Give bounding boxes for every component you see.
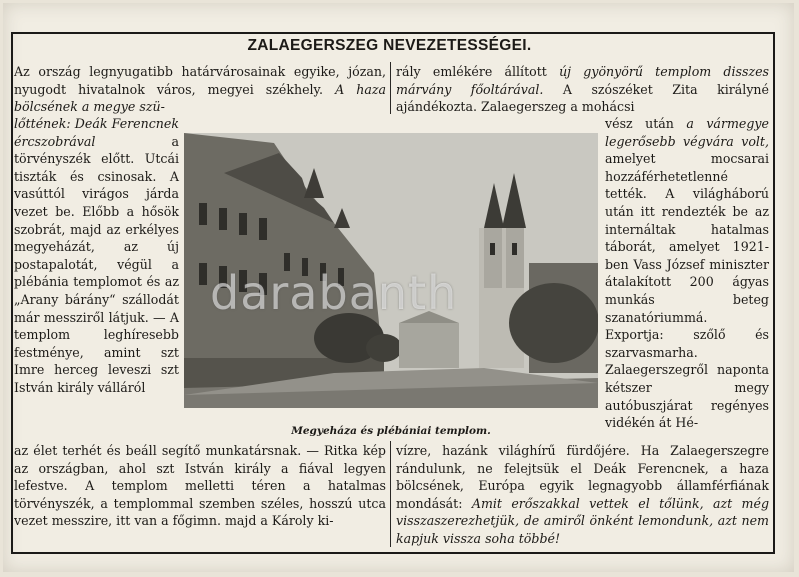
text-run: a vármegye legerősebb végvára volt,	[605, 116, 769, 149]
text-run: Amit erőszakkal vettek el tőlünk, azt még visszaszerezhetjük, de amiről önként lemondunk, azt nem kapjuk vissza soha többé!	[396, 495, 770, 546]
bottom-left-paragraph	[14, 442, 386, 530]
text-run: az élet terhét és beáll segítő munkatársnak. — Ritka kép az országban, ahol szt István király a fiával legyen lefestve. A templom melletti téren a hatalmas törvényszék, a templommal szemben széles, hosszú utca vezet messzire, itt van a főgimn. majd a Károly ki-	[14, 443, 386, 529]
text-run: amelyet mocsarai hozzáférhetetlenné tették. A világháború után itt rendezték be az internáltak hatalmas táborát, amelyet 1921-ben Vass József miniszter átalakított 200 ágyas munkás beteg szanatóriummá. Exportja: szőlő és szarvasmarha. Zalaegerszegről naponta kétszer megy autóbuszjárat regényes vidékén át Hé-	[605, 151, 769, 431]
text-left-column	[14, 115, 179, 397]
watermark: darabanth	[210, 266, 458, 320]
column-divider-bottom	[390, 441, 391, 547]
column-divider-top	[390, 62, 391, 114]
text-run: lőttének: Deák Ferencnek ércszobrával	[14, 116, 179, 149]
text-run: vész után	[605, 116, 687, 131]
text-right-column	[605, 115, 769, 432]
right-narrow-paragraph	[605, 115, 769, 432]
text-left-top	[14, 63, 386, 116]
text-run: a törvényszék előtt. Utcái tiszták és csinosak. A vasúttól virágos járda vezet be. Előbb a hősök szobrát, majd az erkélyes megyeházát, az új postapalotát, végül a plébánia templomot és az „Arany bárány“ szállodát már messziről látjuk. — A templom leghíresebb festménye, amint szt Imre herceg leveszi szt István király válláról	[14, 133, 179, 395]
bottom-right-paragraph	[396, 442, 769, 548]
photo-caption: Megyeháza és plébániai templom.	[291, 425, 491, 437]
text-bottom-right	[396, 442, 769, 548]
left-top-paragraph	[14, 63, 386, 116]
text-bottom-left	[14, 442, 386, 530]
text-run: A haza bölcsének a megye szü-	[14, 81, 386, 115]
text-run: Az ország legnyugatibb határvárosainak egyike, józan, nyugodt hivatalnok város, megyei székhely.	[14, 64, 386, 97]
text-run: rály emlékére állított	[396, 64, 560, 79]
text-run: A szószéket Zita királyné ajándékozta. Zalaegerszeg a mohácsi	[396, 81, 769, 115]
page-title: ZALAEGERSZEG NEVEZETESSÉGEI.	[247, 37, 532, 54]
right-top-paragraph	[396, 63, 769, 116]
text-right-top	[396, 63, 769, 116]
text-run: vízre, hazánk világhírű fürdőjére. Ha Zalaegerszegre rándulunk, ne felejtsük el Deák Ferencnek, a haza bölcsének, Európa egyik legnagyobb államférfiának mondását:	[396, 443, 769, 511]
left-narrow-paragraph	[14, 115, 179, 397]
text-run: új gyönyörű templom disszes márvány főoltárával.	[396, 64, 769, 97]
